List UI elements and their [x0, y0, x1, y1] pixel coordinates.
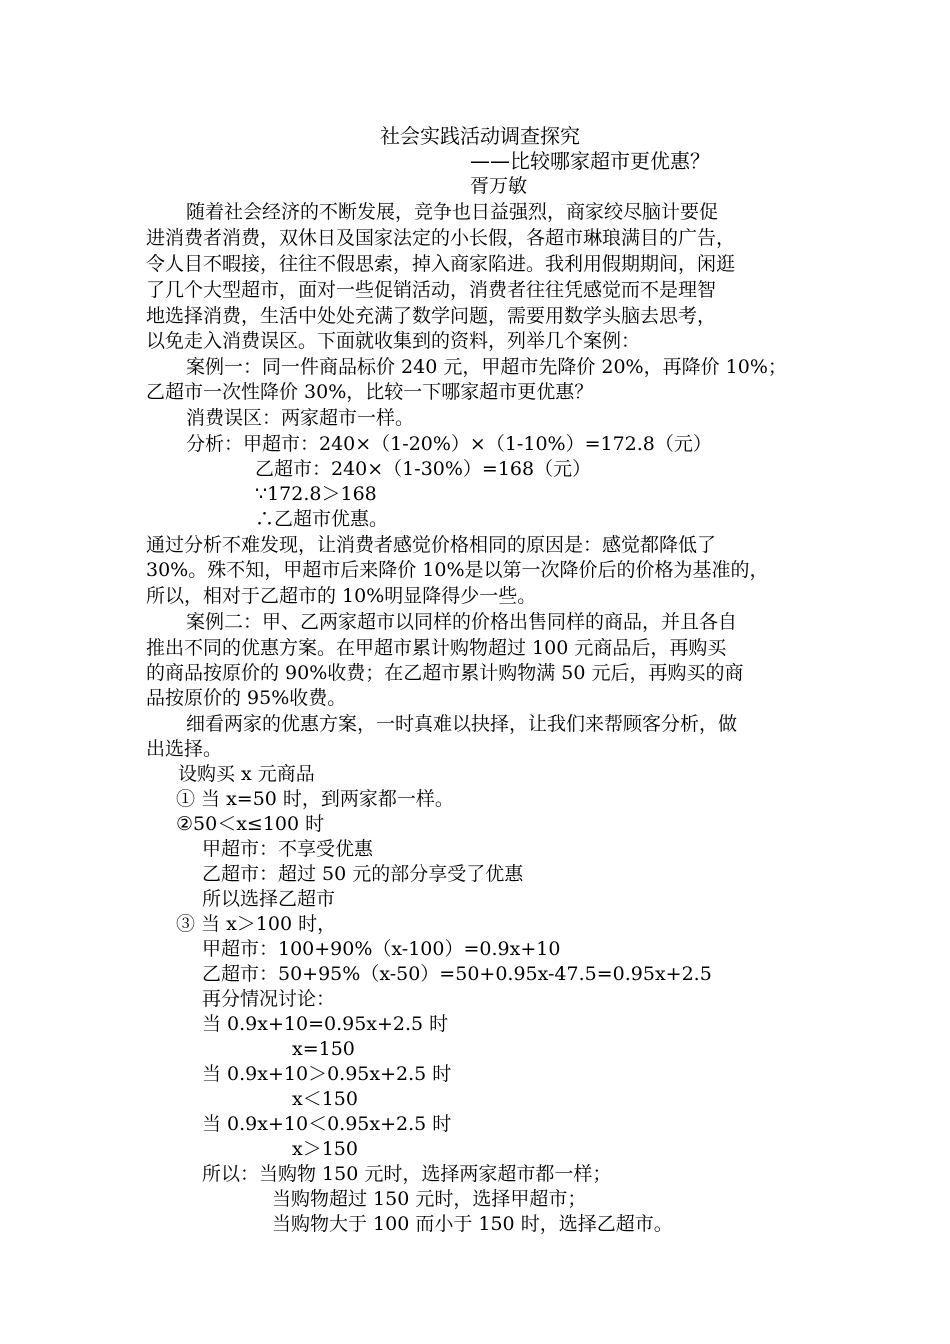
intro-line: 令人目不暇接，往往不假思索，掉入商家陷进。我利用假期期间，闲逛	[146, 253, 736, 275]
case1-line: 案例一：同一件商品标价 240 元，甲超市先降价 20%，再降价 10%；	[186, 356, 787, 378]
case2-condition: ③ 当 x＞100 时，	[176, 913, 337, 935]
case1-analysis: 乙超市：240×（1-30%）=168（元）	[255, 458, 592, 480]
document-subtitle: ——比较哪家超市更优惠？	[470, 149, 710, 173]
case1-line: 乙超市一次性降价 30%，比较一下哪家超市更优惠？	[146, 381, 594, 403]
equation-result: x=150	[292, 1038, 355, 1060]
case1-conclusion: 30%。殊不知，甲超市后来降价 10%是以第一次降价后的价格为基准的，	[146, 559, 769, 581]
case2-line: 品按原价的 95%收费。	[146, 687, 347, 709]
intro-line: 了几个大型超市，面对一些促销活动，消费者往往凭感觉而不是理智	[146, 279, 717, 301]
equation: 当 0.9x+10＜0.95x+2.5 时	[202, 1113, 452, 1135]
case2-observe: 细看两家的优惠方案，一时真难以抉择，让我们来帮顾客分析，做	[186, 713, 738, 735]
case2-observe: 出选择。	[146, 738, 223, 760]
case2-condition: ① 当 x=50 时，到两家都一样。	[176, 788, 454, 810]
final-conclusion: 当购物超过 150 元时，选择甲超市；	[272, 1188, 587, 1210]
case1-conclusion: 通过分析不难发现，让消费者感觉价格相同的原因是：感觉都降低了	[146, 534, 717, 556]
case1-conclusion: 所以，相对于乙超市的 10%明显降得少一些。	[146, 585, 537, 607]
case2-line: 案例二：甲、乙两家超市以同样的价格出售同样的商品，并且各自	[186, 611, 738, 633]
intro-line: 随着社会经济的不断发展，竞争也日益强烈，商家绞尽脑计要促	[186, 201, 719, 223]
final-conclusion: 当购物大于 100 而小于 150 时，选择乙超市。	[272, 1213, 673, 1235]
case2-line: 推出不同的优惠方案。在甲超市累计购物超过 100 元商品后，再购买	[146, 637, 727, 659]
intro-line: 进消费者消费，双休日及国家法定的小长假，各超市琳琅满目的广告，	[146, 227, 736, 249]
equation-result: x＜150	[292, 1088, 358, 1110]
case2-line: 的商品按原价的 90%收费；在乙超市累计购物满 50 元后，再购买的商	[146, 662, 744, 684]
case1-analysis: 分析：甲超市：240×（1-20%）×（1-10%）=172.8（元）	[186, 433, 712, 455]
intro-line: 地选择消费，生活中处处充满了数学问题，需要用数学头脑去思考，	[146, 305, 717, 327]
case2-detail: 甲超市：不享受优惠	[202, 838, 374, 860]
case2-condition: ②50＜x≤100 时	[176, 813, 325, 835]
intro-line: 以免走入消费误区。下面就收集到的资料，列举几个案例：	[146, 330, 641, 352]
document-title: 社会实践活动调查探究	[380, 124, 580, 148]
case2-detail: 乙超市：50+95%（x-50）=50+0.95x-47.5=0.95x+2.5	[202, 963, 712, 985]
case2-detail: 甲超市：100+90%（x-100）=0.9x+10	[202, 938, 561, 960]
case1-analysis: ∴乙超市优惠。	[255, 508, 389, 530]
case2-setup: 设购买 x 元商品	[178, 763, 315, 785]
case2-detail: 再分情况讨论：	[202, 988, 336, 1010]
equation-result: x＞150	[292, 1138, 358, 1160]
case1-misconception: 消费误区：两家超市一样。	[186, 407, 415, 429]
final-conclusion: 所以：当购物 150 元时，选择两家超市都一样；	[202, 1163, 612, 1185]
case2-detail: 所以选择乙超市	[202, 888, 336, 910]
author-name: 胥万敏	[470, 175, 528, 197]
case2-detail: 乙超市：超过 50 元的部分享受了优惠	[202, 863, 524, 885]
equation: 当 0.9x+10＞0.95x+2.5 时	[202, 1063, 452, 1085]
case1-analysis: ∵172.8＞168	[255, 483, 377, 505]
equation: 当 0.9x+10=0.95x+2.5 时	[202, 1013, 449, 1035]
